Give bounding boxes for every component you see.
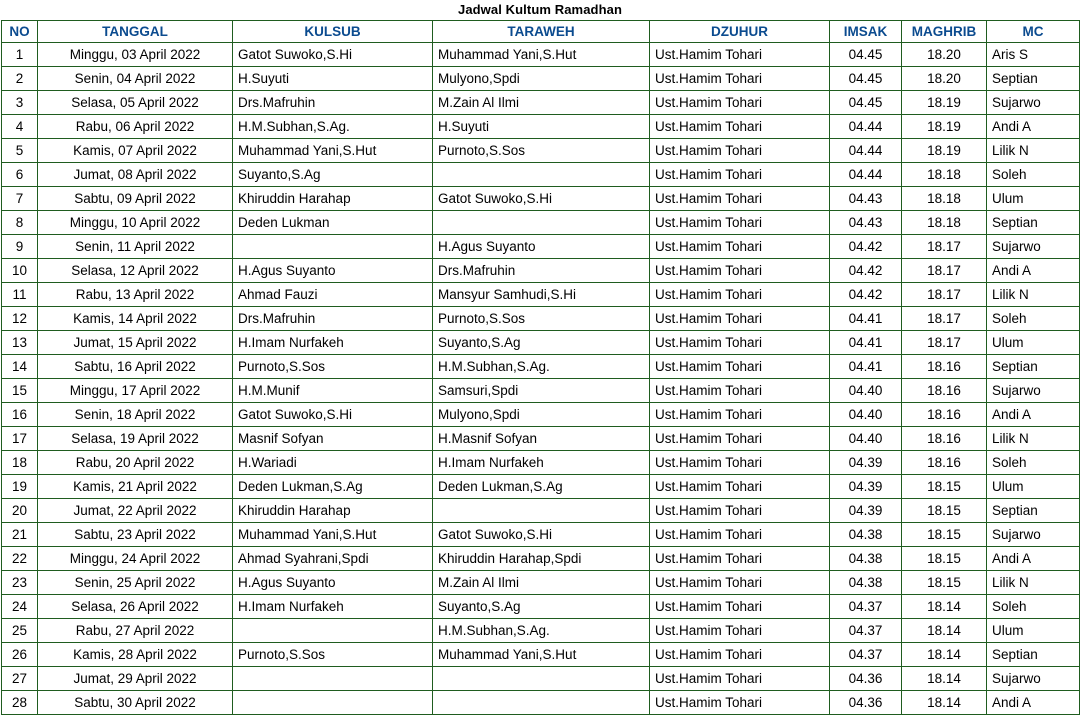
- cell-kulsub: H.Agus Suyanto: [233, 571, 433, 595]
- cell-tanggal: Rabu, 13 April 2022: [38, 283, 233, 307]
- cell-mc: Andi A: [987, 691, 1080, 715]
- cell-dzuhur: Ust.Hamim Tohari: [650, 667, 830, 691]
- cell-imsak: 04.45: [830, 43, 902, 67]
- cell-no: 14: [2, 355, 38, 379]
- cell-dzuhur: Ust.Hamim Tohari: [650, 547, 830, 571]
- cell-tanggal: Jumat, 29 April 2022: [38, 667, 233, 691]
- cell-no: 19: [2, 475, 38, 499]
- cell-imsak: 04.40: [830, 403, 902, 427]
- cell-mc: Lilik N: [987, 571, 1080, 595]
- cell-mc: Soleh: [987, 595, 1080, 619]
- cell-taraweh: H.Imam Nurfakeh: [433, 451, 650, 475]
- cell-dzuhur: Ust.Hamim Tohari: [650, 259, 830, 283]
- cell-taraweh: Mulyono,Spdi: [433, 403, 650, 427]
- cell-kulsub: H.Wariadi: [233, 451, 433, 475]
- cell-mc: Lilik N: [987, 139, 1080, 163]
- cell-dzuhur: Ust.Hamim Tohari: [650, 379, 830, 403]
- cell-imsak: 04.41: [830, 307, 902, 331]
- cell-tanggal: Kamis, 28 April 2022: [38, 643, 233, 667]
- cell-imsak: 04.40: [830, 427, 902, 451]
- cell-mc: Septian: [987, 355, 1080, 379]
- cell-kulsub: Khiruddin Harahap: [233, 187, 433, 211]
- cell-mc: Septian: [987, 211, 1080, 235]
- cell-imsak: 04.37: [830, 643, 902, 667]
- cell-imsak: 04.41: [830, 331, 902, 355]
- cell-no: 24: [2, 595, 38, 619]
- cell-taraweh: M.Zain Al Ilmi: [433, 91, 650, 115]
- cell-taraweh: H.Masnif Sofyan: [433, 427, 650, 451]
- column-header-dzuhur: DZUHUR: [650, 21, 830, 43]
- table-row: [2, 499, 1080, 523]
- cell-no: 10: [2, 259, 38, 283]
- cell-no: 11: [2, 283, 38, 307]
- cell-mc: Sujarwo: [987, 523, 1080, 547]
- cell-taraweh: H.M.Subhan,S.Ag.: [433, 619, 650, 643]
- cell-no: 22: [2, 547, 38, 571]
- table-row: [2, 451, 1080, 475]
- cell-kulsub: H.Suyuti: [233, 67, 433, 91]
- cell-tanggal: Rabu, 06 April 2022: [38, 115, 233, 139]
- cell-no: 9: [2, 235, 38, 259]
- cell-imsak: 04.39: [830, 451, 902, 475]
- cell-dzuhur: Ust.Hamim Tohari: [650, 235, 830, 259]
- cell-maghrib: 18.14: [902, 667, 987, 691]
- cell-maghrib: 18.15: [902, 523, 987, 547]
- table-row: [2, 211, 1080, 235]
- cell-tanggal: Senin, 25 April 2022: [38, 571, 233, 595]
- cell-no: 26: [2, 643, 38, 667]
- cell-kulsub: H.Agus Suyanto: [233, 259, 433, 283]
- cell-maghrib: 18.15: [902, 571, 987, 595]
- cell-taraweh: Purnoto,S.Sos: [433, 139, 650, 163]
- cell-imsak: 04.43: [830, 187, 902, 211]
- cell-tanggal: Kamis, 07 April 2022: [38, 139, 233, 163]
- table-row: [2, 595, 1080, 619]
- cell-maghrib: 18.18: [902, 211, 987, 235]
- cell-no: 20: [2, 499, 38, 523]
- cell-maghrib: 18.18: [902, 187, 987, 211]
- column-header-kulsub: KULSUB: [233, 21, 433, 43]
- column-header-imsak: IMSAK: [830, 21, 902, 43]
- cell-dzuhur: Ust.Hamim Tohari: [650, 115, 830, 139]
- table-row: [2, 691, 1080, 715]
- cell-tanggal: Minggu, 03 April 2022: [38, 43, 233, 67]
- cell-mc: Andi A: [987, 115, 1080, 139]
- cell-no: 8: [2, 211, 38, 235]
- table-row: [2, 67, 1080, 91]
- cell-tanggal: Sabtu, 30 April 2022: [38, 691, 233, 715]
- cell-mc: Ulum: [987, 475, 1080, 499]
- cell-tanggal: Minggu, 17 April 2022: [38, 379, 233, 403]
- cell-tanggal: Senin, 04 April 2022: [38, 67, 233, 91]
- cell-no: 3: [2, 91, 38, 115]
- cell-no: 6: [2, 163, 38, 187]
- cell-dzuhur: Ust.Hamim Tohari: [650, 283, 830, 307]
- cell-imsak: 04.38: [830, 523, 902, 547]
- cell-tanggal: Jumat, 22 April 2022: [38, 499, 233, 523]
- cell-imsak: 04.45: [830, 91, 902, 115]
- cell-imsak: 04.44: [830, 115, 902, 139]
- cell-maghrib: 18.16: [902, 427, 987, 451]
- cell-mc: Septian: [987, 643, 1080, 667]
- cell-imsak: 04.42: [830, 283, 902, 307]
- cell-mc: Lilik N: [987, 427, 1080, 451]
- table-row: [2, 187, 1080, 211]
- cell-taraweh: [433, 499, 650, 523]
- cell-dzuhur: Ust.Hamim Tohari: [650, 475, 830, 499]
- cell-maghrib: 18.18: [902, 163, 987, 187]
- cell-no: 13: [2, 331, 38, 355]
- cell-dzuhur: Ust.Hamim Tohari: [650, 403, 830, 427]
- table-row: [2, 91, 1080, 115]
- cell-kulsub: Drs.Mafruhin: [233, 307, 433, 331]
- cell-mc: Soleh: [987, 451, 1080, 475]
- cell-no: 27: [2, 667, 38, 691]
- cell-kulsub: Deden Lukman,S.Ag: [233, 475, 433, 499]
- cell-tanggal: Selasa, 12 April 2022: [38, 259, 233, 283]
- table-row: [2, 667, 1080, 691]
- cell-maghrib: 18.15: [902, 547, 987, 571]
- table-row: [2, 403, 1080, 427]
- cell-maghrib: 18.14: [902, 643, 987, 667]
- cell-taraweh: Suyanto,S.Ag: [433, 331, 650, 355]
- cell-tanggal: Kamis, 21 April 2022: [38, 475, 233, 499]
- cell-kulsub: Suyanto,S.Ag: [233, 163, 433, 187]
- cell-mc: Sujarwo: [987, 667, 1080, 691]
- cell-taraweh: Muhammad Yani,S.Hut: [433, 43, 650, 67]
- cell-tanggal: Selasa, 05 April 2022: [38, 91, 233, 115]
- cell-maghrib: 18.16: [902, 403, 987, 427]
- cell-imsak: 04.38: [830, 547, 902, 571]
- cell-imsak: 04.37: [830, 595, 902, 619]
- cell-taraweh: [433, 667, 650, 691]
- cell-kulsub: Drs.Mafruhin: [233, 91, 433, 115]
- cell-imsak: 04.37: [830, 619, 902, 643]
- table-row: [2, 523, 1080, 547]
- table-row: [2, 43, 1080, 67]
- cell-imsak: 04.40: [830, 379, 902, 403]
- cell-dzuhur: Ust.Hamim Tohari: [650, 643, 830, 667]
- cell-kulsub: [233, 691, 433, 715]
- cell-mc: Ulum: [987, 619, 1080, 643]
- cell-maghrib: 18.17: [902, 283, 987, 307]
- table-row: [2, 331, 1080, 355]
- cell-mc: Soleh: [987, 163, 1080, 187]
- cell-taraweh: Drs.Mafruhin: [433, 259, 650, 283]
- cell-tanggal: Sabtu, 23 April 2022: [38, 523, 233, 547]
- cell-imsak: 04.42: [830, 235, 902, 259]
- cell-imsak: 04.41: [830, 355, 902, 379]
- cell-mc: Ulum: [987, 331, 1080, 355]
- cell-kulsub: Gatot Suwoko,S.Hi: [233, 43, 433, 67]
- cell-maghrib: 18.20: [902, 67, 987, 91]
- cell-tanggal: Sabtu, 16 April 2022: [38, 355, 233, 379]
- cell-mc: Sujarwo: [987, 235, 1080, 259]
- table-row: [2, 115, 1080, 139]
- cell-taraweh: Mulyono,Spdi: [433, 67, 650, 91]
- cell-taraweh: H.Agus Suyanto: [433, 235, 650, 259]
- cell-imsak: 04.44: [830, 163, 902, 187]
- cell-kulsub: [233, 619, 433, 643]
- cell-no: 12: [2, 307, 38, 331]
- cell-mc: Septian: [987, 67, 1080, 91]
- cell-taraweh: Samsuri,Spdi: [433, 379, 650, 403]
- table-row: [2, 571, 1080, 595]
- table-row: [2, 379, 1080, 403]
- cell-taraweh: H.M.Subhan,S.Ag.: [433, 355, 650, 379]
- cell-maghrib: 18.15: [902, 475, 987, 499]
- cell-taraweh: Khiruddin Harahap,Spdi: [433, 547, 650, 571]
- cell-imsak: 04.39: [830, 475, 902, 499]
- cell-dzuhur: Ust.Hamim Tohari: [650, 43, 830, 67]
- cell-no: 2: [2, 67, 38, 91]
- cell-imsak: 04.39: [830, 499, 902, 523]
- table-header-row: [2, 21, 1080, 43]
- cell-mc: Sujarwo: [987, 379, 1080, 403]
- cell-imsak: 04.42: [830, 259, 902, 283]
- table-row: [2, 355, 1080, 379]
- cell-imsak: 04.36: [830, 691, 902, 715]
- cell-maghrib: 18.14: [902, 619, 987, 643]
- cell-tanggal: Rabu, 20 April 2022: [38, 451, 233, 475]
- cell-kulsub: Purnoto,S.Sos: [233, 355, 433, 379]
- cell-mc: Andi A: [987, 547, 1080, 571]
- cell-taraweh: Gatot Suwoko,S.Hi: [433, 187, 650, 211]
- cell-tanggal: Jumat, 08 April 2022: [38, 163, 233, 187]
- cell-maghrib: 18.19: [902, 91, 987, 115]
- column-header-taraweh: TARAWEH: [433, 21, 650, 43]
- cell-dzuhur: Ust.Hamim Tohari: [650, 91, 830, 115]
- cell-mc: Andi A: [987, 259, 1080, 283]
- cell-no: 4: [2, 115, 38, 139]
- cell-maghrib: 18.19: [902, 115, 987, 139]
- table-row: [2, 235, 1080, 259]
- cell-maghrib: 18.17: [902, 331, 987, 355]
- cell-tanggal: Selasa, 19 April 2022: [38, 427, 233, 451]
- cell-dzuhur: Ust.Hamim Tohari: [650, 427, 830, 451]
- cell-kulsub: [233, 235, 433, 259]
- cell-kulsub: H.M.Munif: [233, 379, 433, 403]
- cell-imsak: 04.44: [830, 139, 902, 163]
- column-header-maghrib: MAGHRIB: [902, 21, 987, 43]
- cell-maghrib: 18.14: [902, 595, 987, 619]
- cell-dzuhur: Ust.Hamim Tohari: [650, 523, 830, 547]
- cell-imsak: 04.45: [830, 67, 902, 91]
- cell-tanggal: Kamis, 14 April 2022: [38, 307, 233, 331]
- cell-kulsub: Masnif Sofyan: [233, 427, 433, 451]
- cell-dzuhur: Ust.Hamim Tohari: [650, 595, 830, 619]
- table-row: [2, 619, 1080, 643]
- cell-dzuhur: Ust.Hamim Tohari: [650, 307, 830, 331]
- cell-kulsub: Deden Lukman: [233, 211, 433, 235]
- cell-mc: Septian: [987, 499, 1080, 523]
- cell-kulsub: Purnoto,S.Sos: [233, 643, 433, 667]
- cell-dzuhur: Ust.Hamim Tohari: [650, 499, 830, 523]
- cell-no: 23: [2, 571, 38, 595]
- cell-taraweh: Muhammad Yani,S.Hut: [433, 643, 650, 667]
- cell-taraweh: Suyanto,S.Ag: [433, 595, 650, 619]
- cell-tanggal: Senin, 11 April 2022: [38, 235, 233, 259]
- cell-imsak: 04.38: [830, 571, 902, 595]
- cell-maghrib: 18.17: [902, 259, 987, 283]
- column-header-no: NO: [2, 21, 38, 43]
- cell-taraweh: [433, 691, 650, 715]
- column-header-mc: MC: [987, 21, 1080, 43]
- cell-dzuhur: Ust.Hamim Tohari: [650, 139, 830, 163]
- cell-tanggal: Selasa, 26 April 2022: [38, 595, 233, 619]
- cell-no: 7: [2, 187, 38, 211]
- cell-no: 1: [2, 43, 38, 67]
- table-row: [2, 547, 1080, 571]
- table-row: [2, 139, 1080, 163]
- cell-tanggal: Minggu, 10 April 2022: [38, 211, 233, 235]
- table-row: [2, 307, 1080, 331]
- table-row: [2, 283, 1080, 307]
- cell-tanggal: Sabtu, 09 April 2022: [38, 187, 233, 211]
- cell-taraweh: [433, 163, 650, 187]
- cell-dzuhur: Ust.Hamim Tohari: [650, 187, 830, 211]
- cell-no: 5: [2, 139, 38, 163]
- cell-mc: Ulum: [987, 187, 1080, 211]
- cell-imsak: 04.36: [830, 667, 902, 691]
- cell-maghrib: 18.19: [902, 139, 987, 163]
- cell-tanggal: Rabu, 27 April 2022: [38, 619, 233, 643]
- schedule-table: [1, 20, 1080, 715]
- cell-dzuhur: Ust.Hamim Tohari: [650, 619, 830, 643]
- cell-tanggal: Minggu, 24 April 2022: [38, 547, 233, 571]
- cell-dzuhur: Ust.Hamim Tohari: [650, 67, 830, 91]
- cell-taraweh: Purnoto,S.Sos: [433, 307, 650, 331]
- cell-dzuhur: Ust.Hamim Tohari: [650, 211, 830, 235]
- cell-maghrib: 18.20: [902, 43, 987, 67]
- cell-mc: Sujarwo: [987, 91, 1080, 115]
- cell-no: 15: [2, 379, 38, 403]
- table-row: [2, 163, 1080, 187]
- cell-no: 18: [2, 451, 38, 475]
- cell-no: 21: [2, 523, 38, 547]
- cell-kulsub: H.Imam Nurfakeh: [233, 331, 433, 355]
- cell-taraweh: M.Zain Al Ilmi: [433, 571, 650, 595]
- cell-tanggal: Senin, 18 April 2022: [38, 403, 233, 427]
- cell-kulsub: Gatot Suwoko,S.Hi: [233, 403, 433, 427]
- cell-taraweh: [433, 211, 650, 235]
- cell-dzuhur: Ust.Hamim Tohari: [650, 571, 830, 595]
- cell-no: 17: [2, 427, 38, 451]
- cell-taraweh: Mansyur Samhudi,S.Hi: [433, 283, 650, 307]
- cell-mc: Soleh: [987, 307, 1080, 331]
- cell-taraweh: H.Suyuti: [433, 115, 650, 139]
- cell-dzuhur: Ust.Hamim Tohari: [650, 451, 830, 475]
- cell-kulsub: H.Imam Nurfakeh: [233, 595, 433, 619]
- cell-dzuhur: Ust.Hamim Tohari: [650, 331, 830, 355]
- cell-kulsub: Muhammad Yani,S.Hut: [233, 523, 433, 547]
- cell-kulsub: Muhammad Yani,S.Hut: [233, 139, 433, 163]
- column-header-tanggal: TANGGAL: [38, 21, 233, 43]
- cell-maghrib: 18.14: [902, 691, 987, 715]
- table-row: [2, 475, 1080, 499]
- table-row: [2, 259, 1080, 283]
- cell-kulsub: Ahmad Syahrani,Spdi: [233, 547, 433, 571]
- cell-kulsub: Ahmad Fauzi: [233, 283, 433, 307]
- cell-maghrib: 18.17: [902, 307, 987, 331]
- cell-maghrib: 18.16: [902, 451, 987, 475]
- cell-maghrib: 18.16: [902, 379, 987, 403]
- cell-mc: Lilik N: [987, 283, 1080, 307]
- cell-mc: Aris S: [987, 43, 1080, 67]
- cell-mc: Andi A: [987, 403, 1080, 427]
- table-row: [2, 643, 1080, 667]
- cell-taraweh: Deden Lukman,S.Ag: [433, 475, 650, 499]
- cell-taraweh: Gatot Suwoko,S.Hi: [433, 523, 650, 547]
- cell-maghrib: 18.16: [902, 355, 987, 379]
- cell-dzuhur: Ust.Hamim Tohari: [650, 355, 830, 379]
- cell-kulsub: H.M.Subhan,S.Ag.: [233, 115, 433, 139]
- page-title: Jadwal Kultum Ramadhan: [457, 2, 622, 17]
- cell-kulsub: [233, 667, 433, 691]
- cell-no: 25: [2, 619, 38, 643]
- cell-imsak: 04.43: [830, 211, 902, 235]
- cell-kulsub: Khiruddin Harahap: [233, 499, 433, 523]
- cell-dzuhur: Ust.Hamim Tohari: [650, 691, 830, 715]
- cell-dzuhur: Ust.Hamim Tohari: [650, 163, 830, 187]
- table-row: [2, 427, 1080, 451]
- cell-tanggal: Jumat, 15 April 2022: [38, 331, 233, 355]
- cell-no: 16: [2, 403, 38, 427]
- cell-no: 28: [2, 691, 38, 715]
- cell-maghrib: 18.15: [902, 499, 987, 523]
- cell-maghrib: 18.17: [902, 235, 987, 259]
